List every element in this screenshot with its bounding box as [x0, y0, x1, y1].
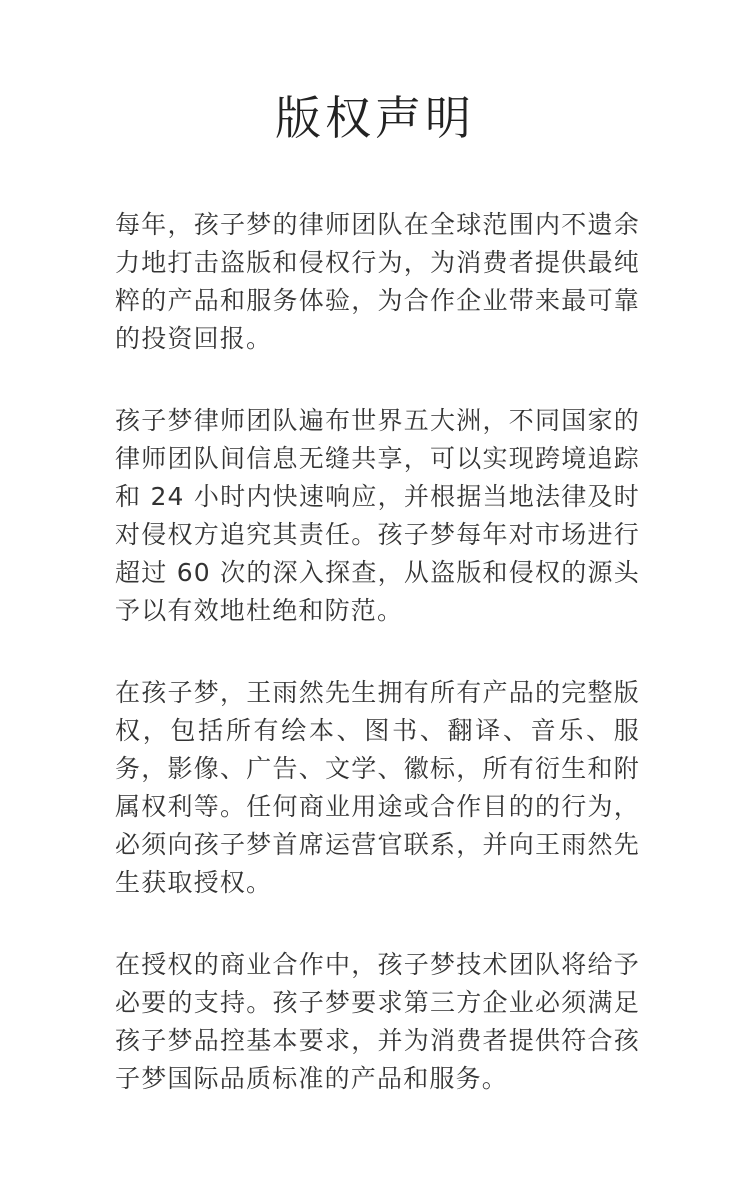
- paragraph-licensing: 在授权的商业合作中，孩子梦技术团队将给予必要的支持。孩子梦要求第三方企业必须满足孩子梦品控基本要求，并为消费者提供符合孩子梦国际品质标准的产品和服务。: [115, 950, 640, 1093]
- paragraph-ownership: 在孩子梦，王雨然先生拥有所有产品的完整版权，包括所有绘本、图书、翻译、音乐、服务，影像、广告、文学、徽标，所有衍生和附属权利等。任何商业用途或合作目的的行为，必须向孩子梦首席运营官联系，并向王雨然先生获取授权。: [115, 678, 640, 897]
- paragraph-legal-team: 孩子梦律师团队遍布世界五大洲，不同国家的律师团队间信息无缝共享，可以实现跨境追踪和 24 小时内快速响应，并根据当地法律及时对侵权方追究其责任。孩子梦每年对市场进行超过 60 次的深入探查，从盗版和侵权的源头予以有效地杜绝和防范。: [115, 406, 640, 625]
- statement-body: [115, 206, 640, 1098]
- paragraph-anti-piracy: 每年，孩子梦的律师团队在全球范围内不遗余力地打击盗版和侵权行为，为消费者提供最纯粹的产品和服务体验，为合作企业带来最可靠的投资回报。: [115, 210, 640, 353]
- page-title: 版权声明: [275, 91, 475, 145]
